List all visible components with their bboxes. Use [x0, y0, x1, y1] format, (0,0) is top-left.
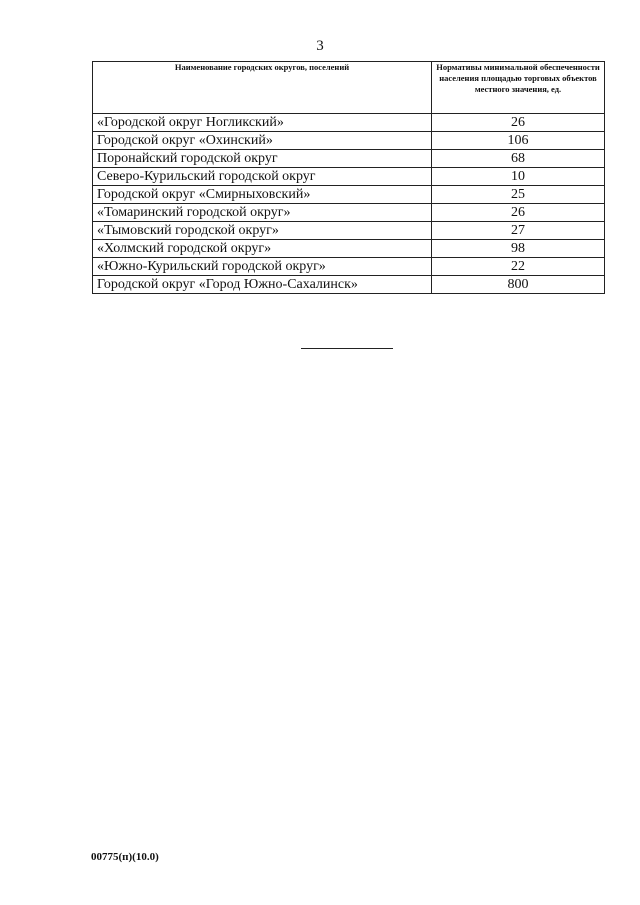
- district-name: «Тымовский городской округ»: [93, 222, 432, 240]
- district-name: Городской округ «Город Южно-Сахалинск»: [93, 276, 432, 294]
- district-name: Городской округ «Смирныховский»: [93, 186, 432, 204]
- table-row: [93, 204, 605, 222]
- norm-value: 98: [432, 240, 605, 258]
- table-row: [93, 222, 605, 240]
- norm-value: 10: [432, 168, 605, 186]
- norm-value: 26: [432, 204, 605, 222]
- table-row: [93, 114, 605, 132]
- district-name: «Томаринский городской округ»: [93, 204, 432, 222]
- norm-value: 27: [432, 222, 605, 240]
- column-header-norm: Нормативы минимальной обеспеченности населения площадью торговых объектов местного значения, ед.: [432, 62, 605, 114]
- district-name: «Холмский городской округ»: [93, 240, 432, 258]
- closing-rule-divider: [301, 348, 393, 349]
- district-name: Северо-Курильский городской округ: [93, 168, 432, 186]
- district-name: Поронайский городской округ: [93, 150, 432, 168]
- table-row: [93, 132, 605, 150]
- norm-value: 106: [432, 132, 605, 150]
- district-name: «Южно-Курильский городской округ»: [93, 258, 432, 276]
- norm-value: 68: [432, 150, 605, 168]
- table-row: [93, 150, 605, 168]
- document-footer-code: 00775(п)(10.0): [91, 851, 159, 863]
- norm-value: 22: [432, 258, 605, 276]
- column-header-name: Наименование городских округов, поселений: [93, 62, 432, 114]
- table-row: [93, 240, 605, 258]
- district-name: «Городской округ Ногликский»: [93, 114, 432, 132]
- table-row: [93, 186, 605, 204]
- norm-value: 25: [432, 186, 605, 204]
- district-name: Городской округ «Охинский»: [93, 132, 432, 150]
- table-row: [93, 168, 605, 186]
- norm-value: 26: [432, 114, 605, 132]
- table-row: [93, 258, 605, 276]
- page-number: 3: [316, 38, 324, 54]
- table-row: [93, 276, 605, 294]
- norms-table: [92, 61, 605, 294]
- table-header-row: [93, 62, 605, 114]
- norm-value: 800: [432, 276, 605, 294]
